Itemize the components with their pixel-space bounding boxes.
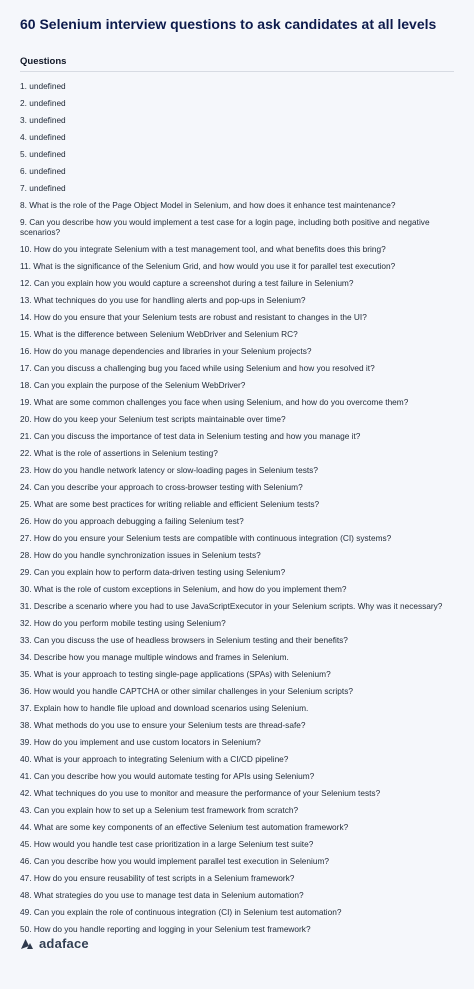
section-divider — [20, 71, 454, 72]
question-item: 31. Describe a scenario where you had to use JavaScriptExecutor in your Selenium scripts. Why was it necessary? — [20, 601, 443, 611]
question-item: 48. What strategies do you use to manage test data in Selenium automation? — [20, 890, 304, 900]
question-item: 1. undefined — [20, 81, 66, 91]
question-item: 44. What are some key components of an effective Selenium test automation framework? — [20, 822, 349, 832]
question-item: 40. What is your approach to integrating Selenium with a CI/CD pipeline? — [20, 754, 289, 764]
question-item: 13. What techniques do you use for handling alerts and pop-ups in Selenium? — [20, 295, 306, 305]
question-item: 30. What is the role of custom exceptions in Selenium, and how do you implement them? — [20, 584, 347, 594]
question-item: 16. How do you manage dependencies and libraries in your Selenium projects? — [20, 346, 312, 356]
brand-name: adaface — [39, 936, 89, 951]
question-item: 37. Explain how to handle file upload and download scenarios using Selenium. — [20, 703, 309, 713]
question-item: 36. How would you handle CAPTCHA or other similar challenges in your Selenium scripts? — [20, 686, 353, 696]
question-item: 17. Can you discuss a challenging bug you faced while using Selenium and how you resolved it? — [20, 363, 375, 373]
question-item: 15. What is the difference between Selenium WebDriver and Selenium RC? — [20, 329, 298, 339]
question-item: 50. How do you handle reporting and logging in your Selenium test framework? — [20, 924, 311, 934]
question-item: 49. Can you explain the role of continuous integration (CI) in Selenium test automation? — [20, 907, 342, 917]
question-item: 21. Can you discuss the importance of test data in Selenium testing and how you manage it? — [20, 431, 361, 441]
question-item: 42. What techniques do you use to monitor and measure the performance of your Selenium tests? — [20, 788, 381, 798]
question-item: 20. How do you keep your Selenium test scripts maintainable over time? — [20, 414, 286, 424]
question-item: 5. undefined — [20, 149, 66, 159]
question-item: 26. How do you approach debugging a failing Selenium test? — [20, 516, 244, 526]
question-item: 47. How do you ensure reusability of test scripts in a Selenium framework? — [20, 873, 295, 883]
question-item: 24. Can you describe your approach to cross-browser testing with Selenium? — [20, 482, 303, 492]
question-item: 14. How do you ensure that your Selenium tests are robust and resistant to changes in the UI? — [20, 312, 367, 322]
question-item: 28. How do you handle synchronization issues in Selenium tests? — [20, 550, 261, 560]
question-item: 34. Describe how you manage multiple windows and frames in Selenium. — [20, 652, 289, 662]
question-item: 2. undefined — [20, 98, 66, 108]
question-item: 39. How do you implement and use custom locators in Selenium? — [20, 737, 261, 747]
question-item: 43. Can you explain how to set up a Selenium test framework from scratch? — [20, 805, 299, 815]
question-item: 18. Can you explain the purpose of the Selenium WebDriver? — [20, 380, 246, 390]
question-item: 22. What is the role of assertions in Selenium testing? — [20, 448, 218, 458]
question-item: 38. What methods do you use to ensure your Selenium tests are thread-safe? — [20, 720, 306, 730]
question-item: 3. undefined — [20, 115, 66, 125]
question-item: 10. How do you integrate Selenium with a test management tool, and what benefits does this bring? — [20, 244, 386, 254]
question-item: 25. What are some best practices for writing reliable and efficient Selenium tests? — [20, 499, 320, 509]
adaface-logo-icon — [20, 937, 34, 951]
question-item: 27. How do you ensure your Selenium tests are compatible with continuous integration (CI) systems? — [20, 533, 392, 543]
question-item: 41. Can you describe how you would automate testing for APIs using Selenium? — [20, 771, 315, 781]
question-item: 35. What is your approach to testing single-page applications (SPAs) with Selenium? — [20, 669, 331, 679]
question-item: 9. Can you describe how you would implement a test case for a login page, including both positive and negative scenarios? — [20, 217, 430, 237]
question-item: 46. Can you describe how you would implement parallel test execution in Selenium? — [20, 856, 330, 866]
page-title: 60 Selenium interview questions to ask candidates at all levels — [20, 16, 437, 32]
question-item: 7. undefined — [20, 183, 66, 193]
question-item: 19. What are some common challenges you face when using Selenium, and how do you overcome them? — [20, 397, 409, 407]
question-item: 32. How do you perform mobile testing using Selenium? — [20, 618, 226, 628]
question-item: 29. Can you explain how to perform data-driven testing using Selenium? — [20, 567, 286, 577]
questions-list — [20, 79, 460, 939]
section-header: Questions — [20, 56, 67, 67]
brand-footer — [20, 936, 89, 951]
question-item: 8. What is the role of the Page Object Model in Selenium, and how does it enhance test maintenance? — [20, 200, 396, 210]
question-item: 45. How would you handle test case prioritization in a large Selenium test suite? — [20, 839, 314, 849]
question-item: 11. What is the significance of the Selenium Grid, and how would you use it for parallel test execution? — [20, 261, 396, 271]
question-item: 4. undefined — [20, 132, 66, 142]
question-item: 12. Can you explain how you would capture a screenshot during a test failure in Selenium? — [20, 278, 354, 288]
question-item: 33. Can you discuss the use of headless browsers in Selenium testing and their benefits? — [20, 635, 348, 645]
question-item: 23. How do you handle network latency or slow-loading pages in Selenium tests? — [20, 465, 318, 475]
question-item: 6. undefined — [20, 166, 66, 176]
